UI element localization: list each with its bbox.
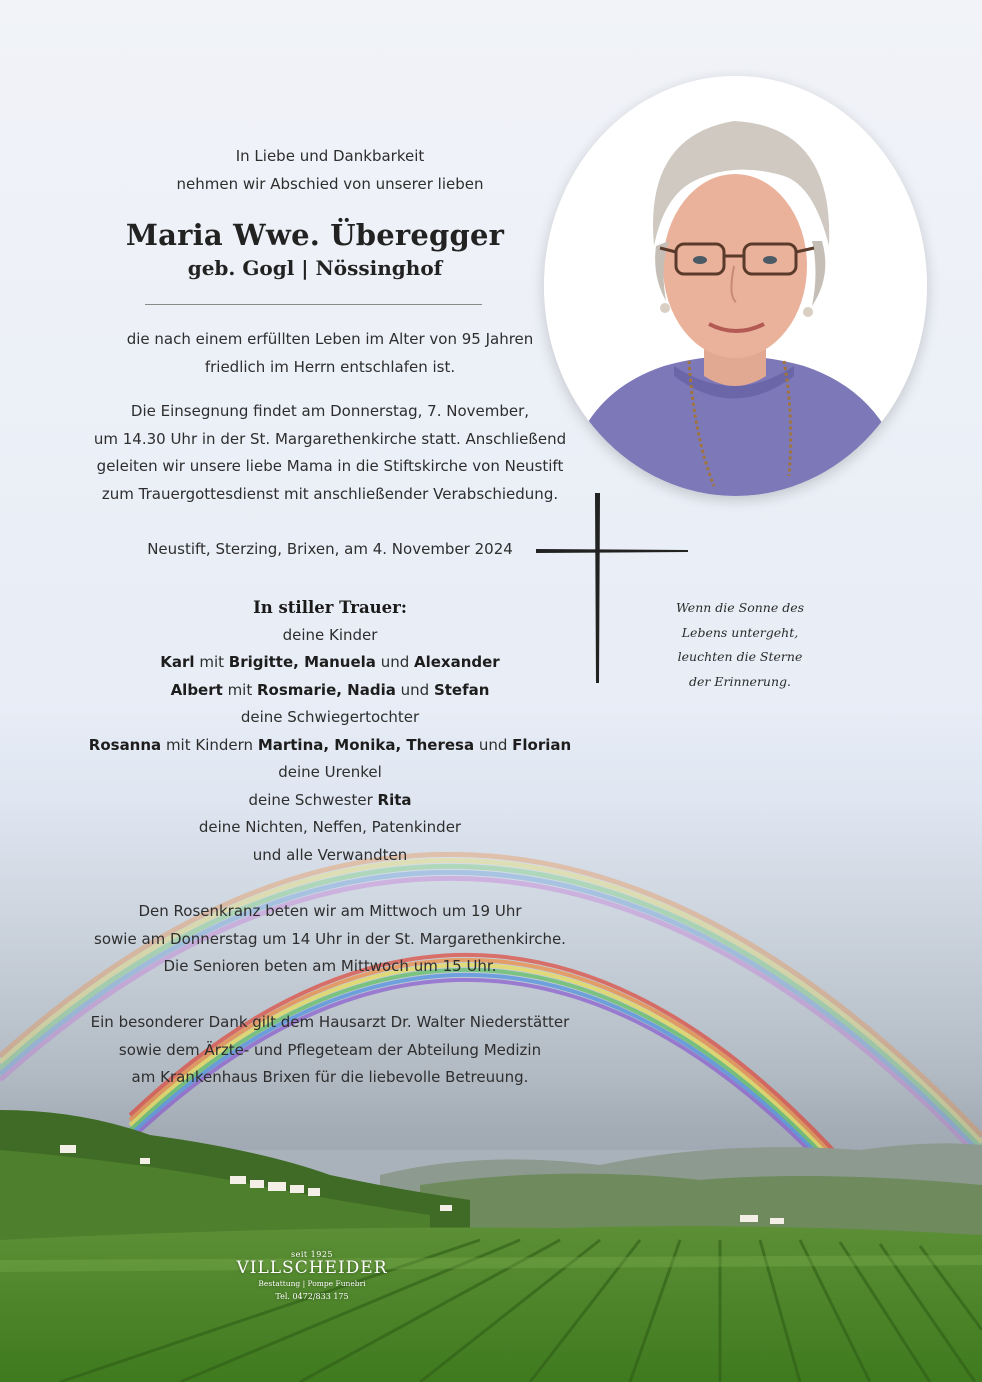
mourners-label: deine Kinder bbox=[282, 625, 378, 644]
deceased-name: Maria Wwe. Überegger bbox=[125, 218, 505, 252]
mourner-name: Albert bbox=[170, 680, 223, 699]
mourners-label: deine Schwiegertochter bbox=[240, 708, 420, 726]
intro-line: nehmen wir Abschied von unserer lieben bbox=[176, 174, 484, 193]
memorial-quote bbox=[655, 596, 825, 694]
mourner-name: Stefan bbox=[433, 680, 490, 699]
mourner-name: Karl bbox=[160, 653, 195, 671]
rosary-line: Den Rosenkranz beten wir am Mittwoch um 19 Uhr bbox=[138, 902, 522, 920]
mourner-name: Rosmarie, Nadia bbox=[257, 680, 396, 699]
passing-line: die nach einem erfüllten Leben im Alter von 95 Jahren bbox=[126, 330, 534, 348]
mourners-label: und alle Verwandten bbox=[252, 845, 408, 864]
mourners-row bbox=[40, 649, 620, 677]
portrait-photo bbox=[544, 76, 927, 496]
mourner-connector: mit bbox=[222, 680, 257, 699]
logo-phone: Tel. 0472/833 175 bbox=[275, 1292, 349, 1301]
passing-block bbox=[40, 326, 620, 381]
service-line: geleiten wir unsere liebe Mama in die Stiftskirche von Neustift bbox=[96, 457, 564, 475]
intro-line: In Liebe und Dankbarkeit bbox=[235, 147, 425, 165]
quote-line: Lebens untergeht, bbox=[681, 624, 799, 640]
service-line: zum Trauergottesdienst mit anschließender Verabschiedung. bbox=[101, 484, 559, 503]
logo-tagline: Bestattung | Pompe Funebri bbox=[258, 1279, 366, 1288]
mourners-block bbox=[40, 594, 620, 869]
divider-line bbox=[145, 304, 482, 305]
mourner-name: Rosanna bbox=[88, 735, 162, 754]
mourner-connector: und bbox=[474, 735, 513, 754]
rosary-line: sowie am Donnerstag um 14 Uhr in der St. Margarethenkirche. bbox=[94, 929, 566, 948]
mourner-name: Florian bbox=[512, 735, 572, 754]
quote-line: der Erinnerung. bbox=[689, 673, 791, 689]
place-date: Neustift, Sterzing, Brixen, am 4. November 2024 bbox=[147, 540, 513, 558]
logo-since: seit 1925 bbox=[290, 1250, 333, 1259]
mourners-row bbox=[40, 677, 620, 705]
mourner-connector: und bbox=[395, 680, 434, 699]
mourner-name: Rita bbox=[377, 790, 412, 809]
mourners-row bbox=[40, 732, 620, 760]
mourners-heading: In stiller Trauer: bbox=[253, 598, 407, 617]
rosary-line: Die Senioren beten am Mittwoch um 15 Uhr. bbox=[163, 957, 497, 975]
service-block bbox=[40, 398, 620, 508]
place-date-block bbox=[40, 536, 620, 564]
intro-block bbox=[40, 143, 620, 198]
service-line: um 14.30 Uhr in der St. Margarethenkirche statt. Anschließend bbox=[93, 429, 567, 448]
mourner-name: Martina, Monika, Theresa bbox=[257, 735, 475, 754]
logo-name: VILLSCHEIDER bbox=[236, 1258, 388, 1278]
mourner-connector: mit bbox=[194, 653, 229, 671]
mourner-connector: mit Kindern bbox=[161, 735, 258, 754]
thanks-block bbox=[40, 1009, 620, 1092]
quote-line: leuchten die Sterne bbox=[677, 649, 803, 664]
thanks-line: am Krankenhaus Brixen für die liebevolle Betreuung. bbox=[131, 1068, 529, 1086]
mourner-name: Alexander bbox=[414, 653, 500, 671]
deceased-subtitle: geb. Gogl | Nössinghof bbox=[187, 256, 443, 280]
thanks-line: Ein besonderer Dank gilt dem Hausarzt Dr. Walter Niederstätter bbox=[90, 1013, 570, 1031]
mourner-name: Brigitte, Manuela bbox=[228, 653, 376, 671]
mourner-connector: deine Schwester bbox=[248, 790, 378, 809]
quote-line: Wenn die Sonne des bbox=[675, 600, 805, 615]
rosary-block bbox=[40, 898, 620, 981]
passing-line: friedlich im Herrn entschlafen ist. bbox=[204, 357, 456, 376]
portrait-illustration bbox=[544, 76, 927, 496]
funeral-home-logo bbox=[232, 1250, 392, 1304]
mourner-connector: und bbox=[375, 653, 414, 671]
service-line: Die Einsegnung findet am Donnerstag, 7. November, bbox=[130, 402, 530, 420]
mourners-label: deine Nichten, Neffen, Patenkinder bbox=[198, 818, 462, 836]
thanks-line: sowie dem Ärzte- und Pflegeteam der Abteilung Medizin bbox=[118, 1040, 542, 1059]
mourners-row bbox=[40, 787, 620, 815]
mourners-label: deine Urenkel bbox=[278, 763, 382, 781]
